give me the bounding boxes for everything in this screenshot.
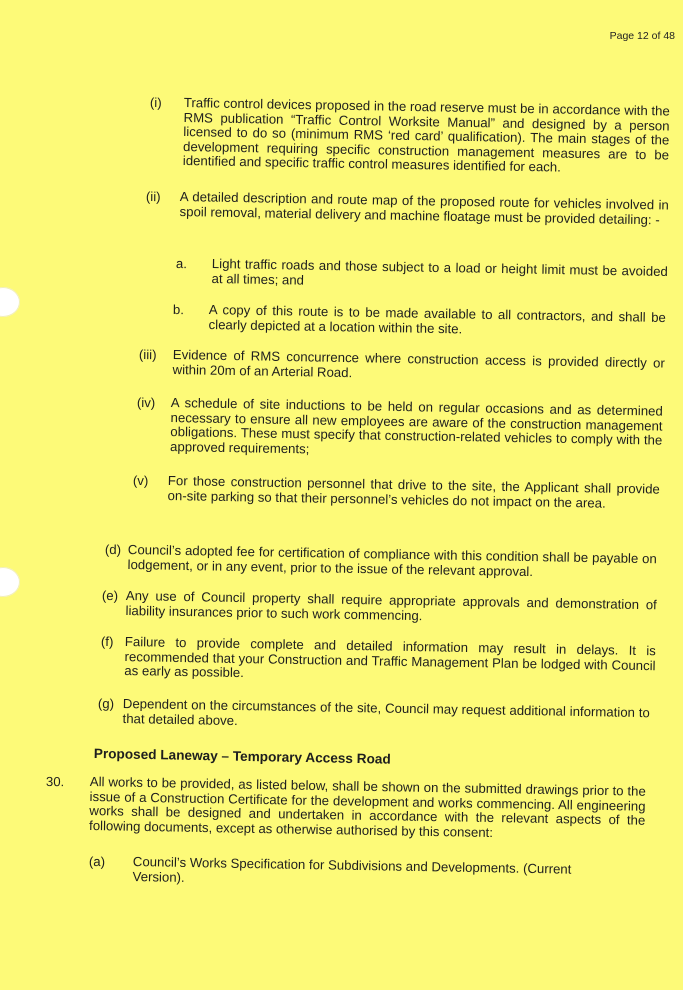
item-label-i: (i) xyxy=(149,95,162,111)
clause-text-f xyxy=(124,635,656,688)
clause-label-e: (e) xyxy=(101,588,119,604)
clause-text-g xyxy=(122,697,649,735)
clause-label-f: (f) xyxy=(100,634,114,650)
item-label-iii: (iii) xyxy=(138,347,157,363)
clause-label-g: (g) xyxy=(97,696,115,712)
clause-label-d: (d) xyxy=(104,542,122,558)
condition-text-30-body: All works to be provided, as listed below, shall be shown on the submitted drawings prior to the issue of a Construction Certificate for the development and works commencing. All engineering works shall be designed and undertaken in accordance with the relevant aspects of the following documents, except as otherwise authorised by this consent: xyxy=(88,774,646,840)
item-text-iv xyxy=(170,396,663,463)
item-text-ii-body: A detailed description and route map of the proposed route for vehicles involved in spoil removal, material delivery and machine floatage must be provided detailing: - xyxy=(179,189,669,227)
condition-number-30: 30. xyxy=(45,774,65,790)
clause-text-g-body: Dependent on the circumstances of the site, Council may request additional information to that detailed above. xyxy=(122,696,650,728)
item-text-iii xyxy=(172,348,664,386)
item-label-ii: (ii) xyxy=(145,189,161,205)
subitem-text-b xyxy=(208,303,665,340)
clause-text-d xyxy=(127,543,656,581)
item-label-iv: (iv) xyxy=(136,395,156,411)
section-heading: Proposed Laneway – Temporary Access Road xyxy=(93,746,391,767)
item-label-v: (v) xyxy=(132,473,149,489)
item-text-i-body: Traffic control devices proposed in the road reserve must be in accordance with the RMS publication “Traffic Control Worksite Manual” and designed by a person licensed to do so (minimum RMS ‘red card’ qualification). The main stages of the development requiring specific construction management measures are to be identified and specific traffic control measures identified for each. xyxy=(182,95,670,175)
item-text-v-body: For those construction personnel that drive to the site, the Applicant shall provide on-site parking so that their personnel’s vehicles do not impact on the area. xyxy=(167,473,660,511)
clause-text-d-body: Council’s adopted fee for certification of compliance with this condition shall be payable on lodgement, or in any event, prior to the issue of the relevant approval. xyxy=(127,542,657,579)
item-text-iv-body: A schedule of site inductions to be held on regular occasions and as determined necessary to ensure all new employees are aware of the construction management obligations. These must specify that construction-related vehicles to comply with the approved requirements; xyxy=(169,395,663,457)
item-text-i xyxy=(183,96,670,177)
item-text-iii-body: Evidence of RMS concurrence where construction access is provided directly or within 20m of an Arterial Road. xyxy=(172,347,665,380)
item-text-v xyxy=(167,474,659,512)
clause-text-f-body: Failure to provide complete and detailed information may result in delays. It is recommended that your Construction and Traffic Management Plan be lodged with Council as early as possible. xyxy=(124,634,656,681)
subitem-label-a: a. xyxy=(175,256,188,272)
subitem-text-a xyxy=(211,257,667,294)
subitem-text-a-body: Light traffic roads and those subject to a load or height limit must be avoided at all times; and xyxy=(211,256,668,288)
condition-text-30 xyxy=(89,775,646,843)
sub-clause-text-a-body: Council’s Works Specification for Subdivisions and Developments. (Current Version). xyxy=(132,854,572,885)
page-number: Page 12 of 48 xyxy=(609,30,675,42)
subitem-text-b-body: A copy of this route is to be made available to all contractors, and shall be clearly depicted at a location within the site. xyxy=(208,302,666,337)
punch-hole-bottom xyxy=(0,567,20,597)
item-text-ii xyxy=(179,190,668,228)
subitem-label-b: b. xyxy=(172,302,185,318)
sub-clause-text-a xyxy=(132,855,602,892)
clause-text-e-body: Any use of Council property shall require appropriate approvals and demonstration of liability insurances prior to such work commencing. xyxy=(125,588,657,623)
sub-clause-label-a: (a) xyxy=(88,854,106,870)
punch-hole-top xyxy=(0,287,20,317)
clause-text-e xyxy=(125,589,656,627)
